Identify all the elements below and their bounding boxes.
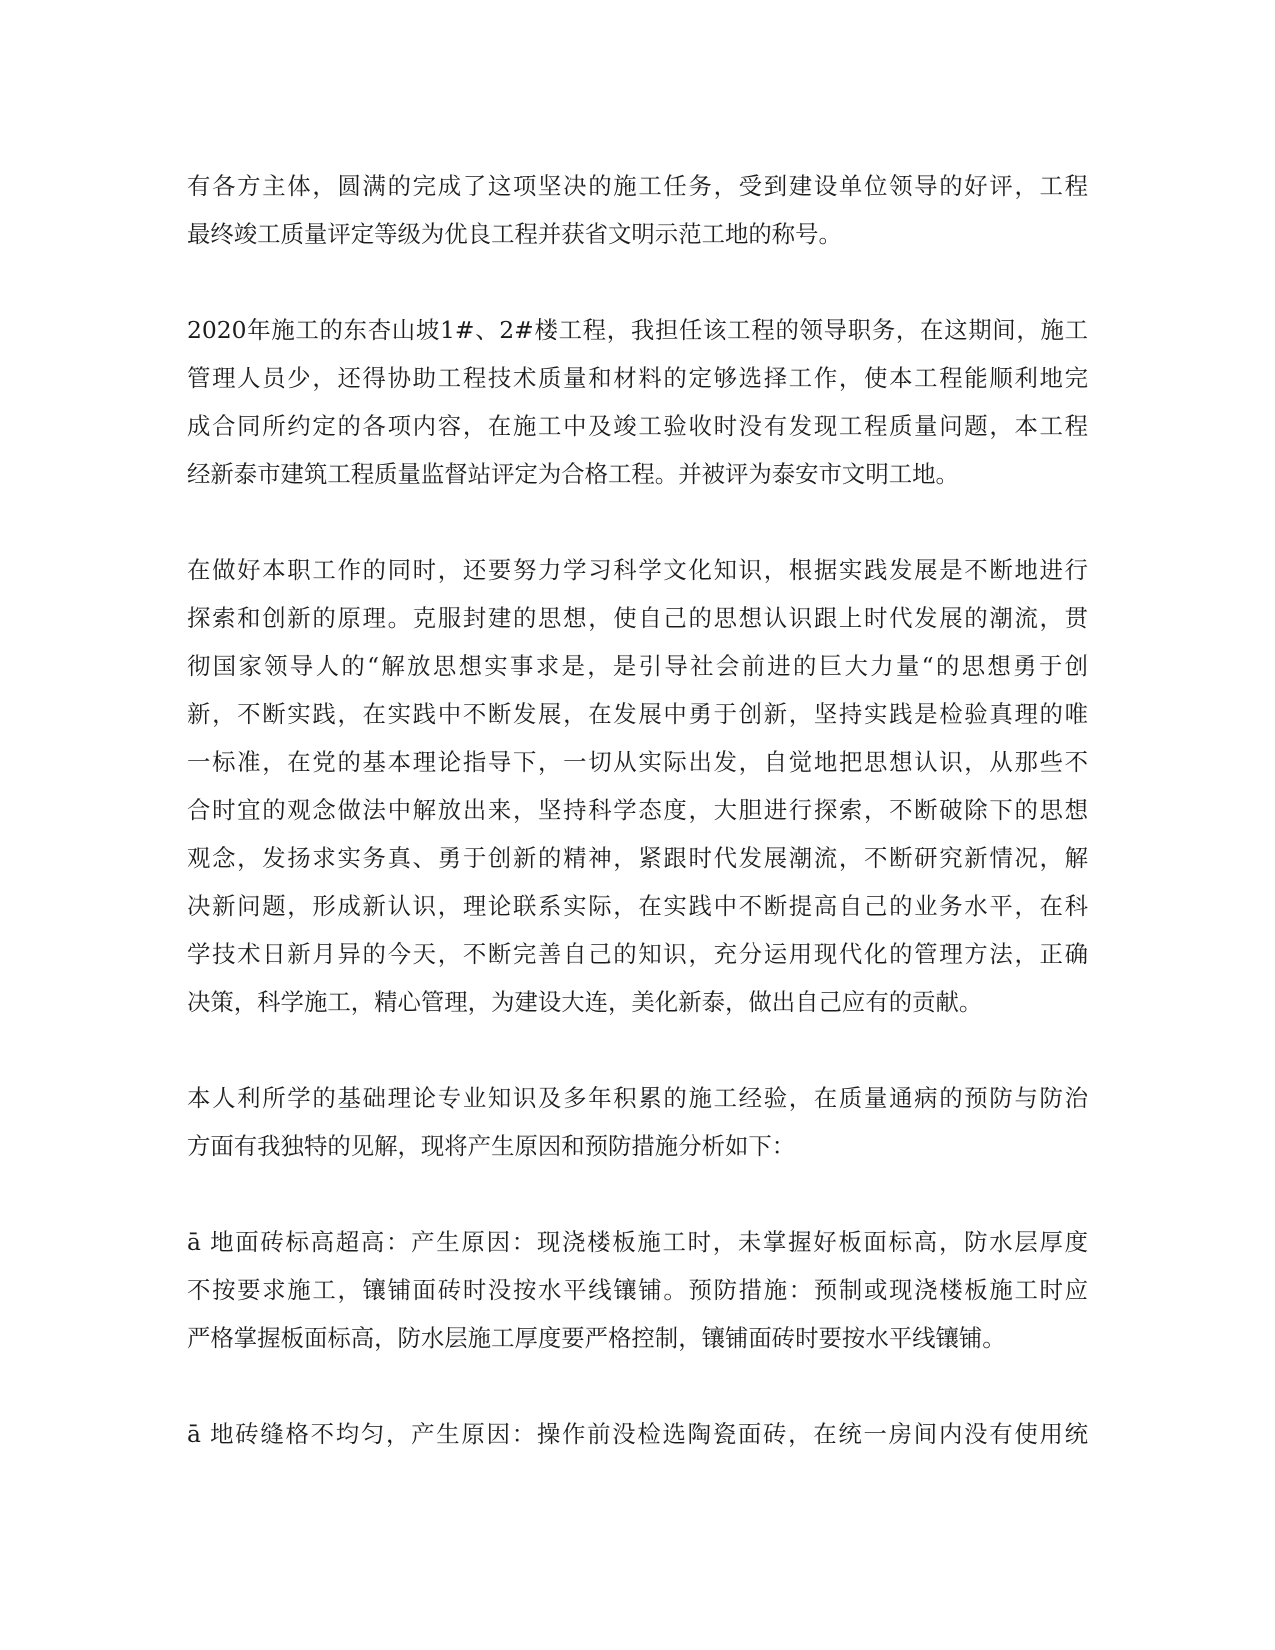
text-line: 方面有我独特的见解，现将产生原因和预防措施分析如下： [187,1132,796,1160]
text-line: 决新问题，形成新认识，理论联系实际，在实践中不断提高自己的业务水平，在科 [187,892,1088,920]
text-line: 合时宜的观念做法中解放出来，坚持科学态度，大胆进行探索，不断破除下的思想 [187,796,1088,824]
text-line: 经新泰市建筑工程质量监督站评定为合格工程。并被评为泰安市文明工地。 [187,460,959,488]
document-body [187,162,1088,1506]
paragraph-floor-tile-elevation [187,1218,1088,1362]
text-line: 学技术日新月异的今天，不断完善自己的知识，充分运用现代化的管理方法，正确 [187,940,1088,968]
paragraph-experience-intro [187,1074,1088,1170]
text-line: ā 地面砖标高超高：产生原因：现浇楼板施工时，未掌握好板面标高，防水层厚度 [187,1228,1088,1256]
text-line: 新，不断实践，在实践中不断发展，在发展中勇于创新，坚持实践是检验真理的唯 [187,700,1088,728]
text-line: ā 地砖缝格不均匀，产生原因：操作前没检选陶瓷面砖，在统一房间内没有使用统 [187,1420,1088,1448]
text-line: 严格掌握板面标高，防水层施工厚度要严格控制，镶铺面砖时要按水平线镶铺。 [187,1324,1006,1352]
text-line: 一标准，在党的基本理论指导下，一切从实际出发，自觉地把思想认识，从那些不 [187,748,1088,776]
paragraph-2020-project [187,306,1088,498]
text-line: 最终竣工质量评定等级为优良工程并获省文明示范工地的称号。 [187,220,842,248]
text-line: 探索和创新的原理。克服封建的思想，使自己的思想认识跟上时代发展的潮流，贯 [187,604,1088,632]
text-line: 本人利所学的基础理论专业知识及多年积累的施工经验，在质量通病的预防与防治 [187,1084,1088,1112]
text-line: 2020年施工的东杏山坡1#、2#楼工程，我担任该工程的领导职务，在这期间，施工 [187,316,1088,344]
text-line: 决策，科学施工，精心管理，为建设大连，美化新泰，做出自己应有的贡献。 [187,988,983,1016]
text-line: 观念，发扬求实务真、勇于创新的精神，紧跟时代发展潮流，不断研究新情况，解 [187,844,1088,872]
text-line: 成合同所约定的各项内容，在施工中及竣工验收时没有发现工程质量问题，本工程 [187,412,1088,440]
paragraph-completion-summary [187,162,1088,258]
text-line: 管理人员少，还得协助工程技术质量和材料的定够选择工作，使本工程能顺利地完 [187,364,1088,392]
text-line: 不按要求施工，镶铺面砖时没按水平线镶铺。预防措施：预制或现浇楼板施工时应 [187,1276,1088,1304]
paragraph-learning [187,546,1088,1026]
text-line: 在做好本职工作的同时，还要努力学习科学文化知识，根据实践发展是不断地进行 [187,556,1088,584]
paragraph-floor-tile-joints [187,1410,1088,1458]
text-line: 彻国家领导人的“解放思想实事求是，是引导社会前进的巨大力量“的思想勇于创 [187,652,1088,680]
text-line: 有各方主体，圆满的完成了这项坚决的施工任务，受到建设单位领导的好评，工程 [187,172,1088,200]
